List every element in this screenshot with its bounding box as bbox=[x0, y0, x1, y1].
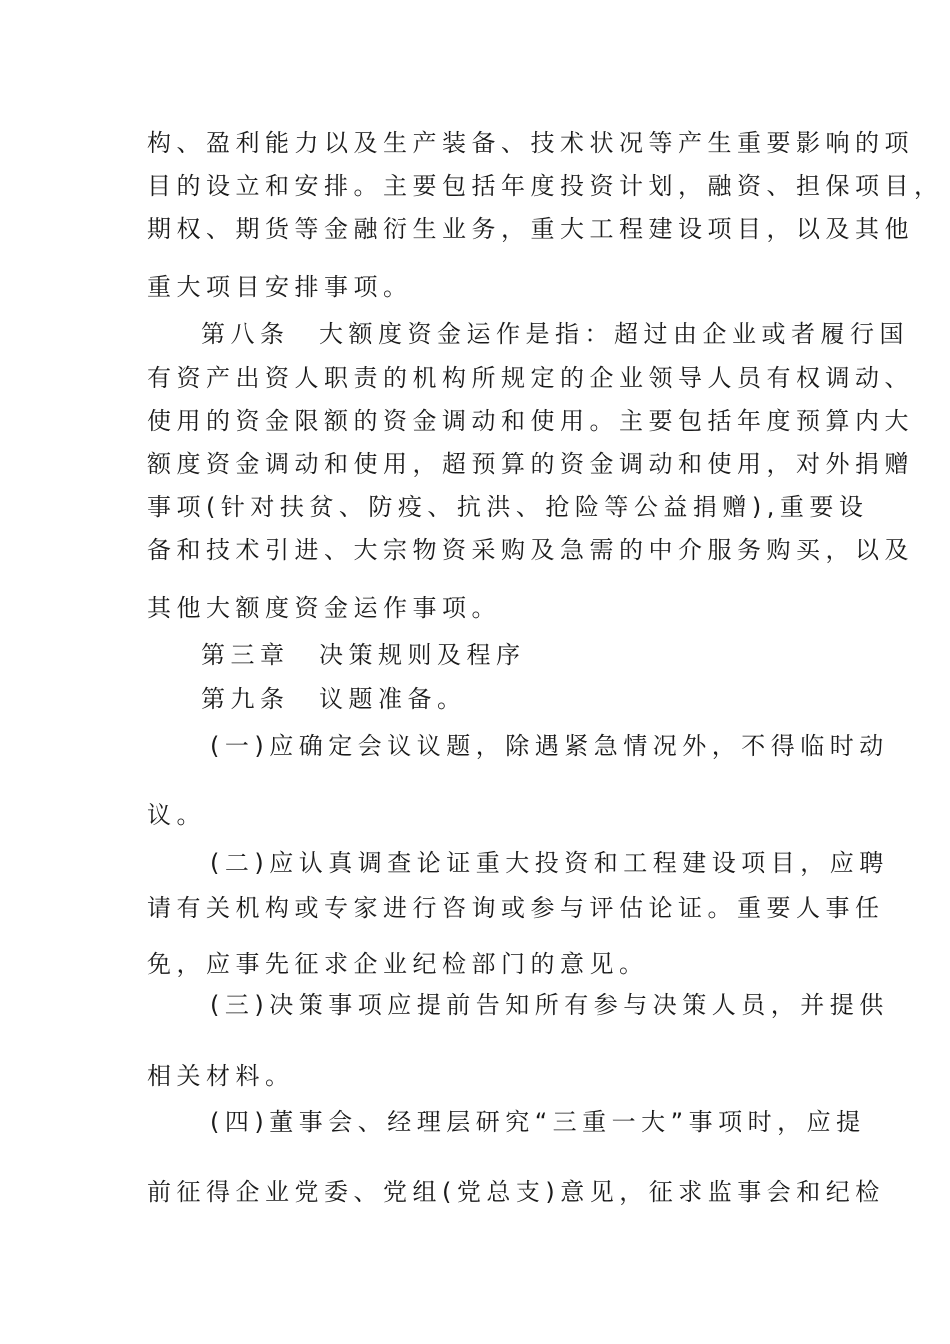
text-line: 请有关机构或专家进行咨询或参与评估论证。重要人事任 bbox=[147, 894, 885, 922]
item-4-line: (四)董事会、经理层研究“三重一大”事项时，应提 bbox=[210, 1108, 866, 1136]
article-9-heading: 第九条 议题准备。 bbox=[201, 685, 467, 713]
text-line: 前征得企业党委、党组(党总支)意见，征求监事会和纪检 bbox=[147, 1178, 885, 1206]
chapter-3-heading: 第三章 决策规则及程序 bbox=[201, 641, 526, 669]
text-line: 额度资金调动和使用，超预算的资金调动和使用，对外捐赠 bbox=[147, 450, 914, 478]
item-2-line: (二)应认真调查论证重大投资和工程建设项目，应聘 bbox=[210, 849, 889, 877]
text-line: 使用的资金限额的资金调动和使用。主要包括年度预算内大 bbox=[147, 407, 914, 435]
item-3-line: (三)决策事项应提前告知所有参与决策人员，并提供 bbox=[210, 991, 889, 1019]
text-line: 事项(针对扶贫、防疫、抗洪、抢险等公益捐赠),重要设 bbox=[147, 493, 869, 521]
text-line: 目的设立和安排。主要包括年度投资计划，融资、担保项目， bbox=[147, 172, 944, 200]
text-line: 议。 bbox=[147, 801, 206, 829]
text-line: 免，应事先征求企业纪检部门的意见。 bbox=[147, 950, 649, 978]
article-8-heading-line: 第八条 大额度资金运作是指：超过由企业或者履行国 bbox=[201, 320, 909, 348]
text-line: 相关材料。 bbox=[147, 1062, 295, 1090]
text-line: 重大项目安排事项。 bbox=[147, 273, 413, 301]
text-line: 备和技术引进、大宗物资采购及急需的中介服务购买，以及 bbox=[147, 536, 914, 564]
text-line: 其他大额度资金运作事项。 bbox=[147, 594, 501, 622]
item-1-line: (一)应确定会议议题，除遇紧急情况外，不得临时动 bbox=[210, 732, 889, 760]
text-line: 期权、期货等金融衍生业务，重大工程建设项目，以及其他 bbox=[147, 215, 914, 243]
text-line: 有资产出资人职责的机构所规定的企业领导人员有权调动、 bbox=[147, 364, 914, 392]
text-line: 构、盈利能力以及生产装备、技术状况等产生重要影响的项 bbox=[147, 129, 914, 157]
